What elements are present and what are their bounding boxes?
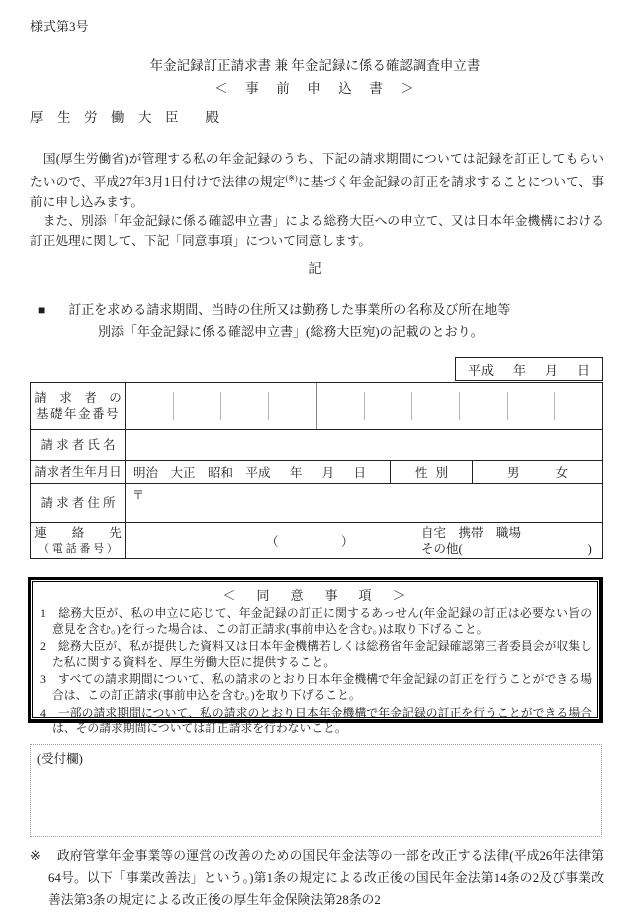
contact-other: その他( ) — [421, 542, 592, 556]
birth-year-label: 年 — [289, 466, 303, 480]
sex-label: 性別 — [391, 461, 473, 483]
date-day-label: 日 — [576, 362, 590, 378]
paragraph-1 — [30, 150, 604, 212]
pension-digit-box — [508, 383, 555, 429]
birth-month-label: 月 — [321, 466, 335, 480]
pension-digit-box — [365, 383, 412, 429]
contact-label: 連 絡 先 （ 電 話 番 号 ） — [31, 523, 126, 558]
reception-label: (受付欄) — [37, 752, 83, 766]
document-title: 年金記録訂正請求書 兼 年金記録に係る確認調査申立書 — [149, 58, 481, 73]
table-row-address — [31, 483, 602, 522]
name-field — [126, 430, 602, 460]
phone-number-blank: （ ） — [266, 535, 354, 549]
pension-digit-box — [221, 383, 268, 429]
pension-number-label: 請 求 者 の 基礎年金番号 — [31, 383, 126, 429]
contact-types: 自宅 携帯 職場 — [421, 526, 522, 540]
footnote-reference-mark: (※) — [285, 174, 298, 184]
consent-box — [28, 577, 603, 736]
sex-options — [473, 461, 602, 483]
pension-digit-box — [317, 383, 364, 429]
era-options: 明治 大正 昭和 平成 — [133, 466, 271, 480]
pension-digit-box — [174, 383, 221, 429]
date-era-label: 平成 — [468, 362, 495, 378]
table-row-birthdate — [31, 460, 602, 483]
address-field — [126, 484, 602, 522]
consent-item-3: 3 すべての請求期間について、私の請求のとおり日本年金機構で年金記録の訂正を行うことができる場合は、この訂正請求(事前申込を含む。)を取り下げること。 — [40, 672, 592, 702]
bullet-line-1 — [38, 299, 598, 321]
address-label: 請 求 者 住 所 — [31, 484, 126, 522]
table-row-contact — [31, 522, 602, 558]
birthdate-field — [126, 461, 391, 483]
form-number: 様式第3号 — [30, 19, 89, 34]
name-label: 請 求 者 氏 名 — [31, 430, 126, 460]
reception-stamp-box — [30, 744, 602, 837]
paragraph-1-pre: 国(厚生労働省)が管理する私の年金記録のうち、下記の請求期間については記録を訂正してもらいたいので、平成27年3月1日付けで法律の規定 — [30, 152, 604, 190]
footnote-marker: ※ — [30, 849, 41, 863]
date-year-label: 年 — [512, 362, 526, 378]
sex-option-female: 女 — [555, 466, 568, 480]
consent-item-4: 4 一部の請求期間について、私の請求のとおり日本年金機構で年金記録の訂正を行うことができる場合は、その請求期間については訂正請求を行わないこと。 — [40, 705, 592, 736]
birth-day-label: 日 — [353, 466, 366, 480]
date-month-label: 月 — [544, 362, 558, 378]
record-heading: 記 — [308, 261, 322, 276]
bullet-line-1-text: 訂正を求める請求期間、当時の住所又は勤務した事業所の名称及び所在地等 — [68, 302, 511, 317]
consent-item-1: 1 総務大臣が、私の申立に応じて、年金記録の訂正に関するあっせん(年金記録の訂正は必要ない旨の意見を含む。)を行った場合は、この訂正請求(事前申込を含む。)は取り下げること。 — [40, 606, 592, 636]
submission-date-box — [455, 357, 603, 381]
pension-digit-box — [555, 383, 602, 429]
paragraph-1-post: に基づく年金記録の訂正を請求することについて、事前に申し込みます。 — [30, 175, 605, 210]
pension-digit-box — [460, 383, 507, 429]
birthdate-label: 請求者生年月日 — [31, 461, 126, 483]
contact-type-options — [421, 525, 597, 557]
claimant-info-table — [30, 382, 603, 559]
document-subtitle: ＜ 事 前 申 込 書 ＞ — [214, 81, 416, 96]
pension-number-cell — [126, 383, 602, 429]
consent-item-2: 2 総務大臣が、私が提供した資料又は日本年金機構若しくは総務省年金記録確認第三者委員会が収集した私に関する資料を、厚生労働大臣に提供すること。 — [40, 639, 592, 669]
contact-field — [126, 523, 602, 558]
body-paragraphs — [30, 150, 604, 251]
sex-option-male: 男 — [507, 466, 520, 480]
pension-digit-box — [269, 383, 316, 429]
footnote-text: 政府管掌年金事業等の運営の改善のための国民年金法等の一部を改正する法律(平成26年法律第64号。以下「事業改善法」という。)第1条の規定による改正後の国民年金法第14条の2及び事業改善法第3条の規定による改正後の厚生年金保険法第28条の2 — [48, 849, 604, 907]
legal-footnote — [30, 845, 604, 911]
bullet-line-2: 別添「年金記録に係る確認申立書」(総務大臣宛)の記載のとおり。 — [98, 324, 484, 339]
postal-mark-icon: 〒 — [132, 488, 145, 502]
paragraph-2: また、別添「年金記録に係る確認申立書」による総務大臣への申立て、又は日本年金機構における訂正処理に関して、下記「同意事項」について同意します。 — [30, 214, 604, 248]
pension-digit-box — [412, 383, 459, 429]
addressee-line: 厚 生 労 働 大 臣 殿 — [30, 110, 219, 125]
table-row-name — [31, 429, 602, 460]
square-bullet-icon: ■ — [38, 303, 46, 317]
pension-digit-box — [126, 383, 173, 429]
table-row-pension-number — [31, 383, 602, 429]
consent-title: ＜ 同 意 事 項 ＞ — [222, 588, 410, 603]
bullet-section — [38, 299, 598, 342]
